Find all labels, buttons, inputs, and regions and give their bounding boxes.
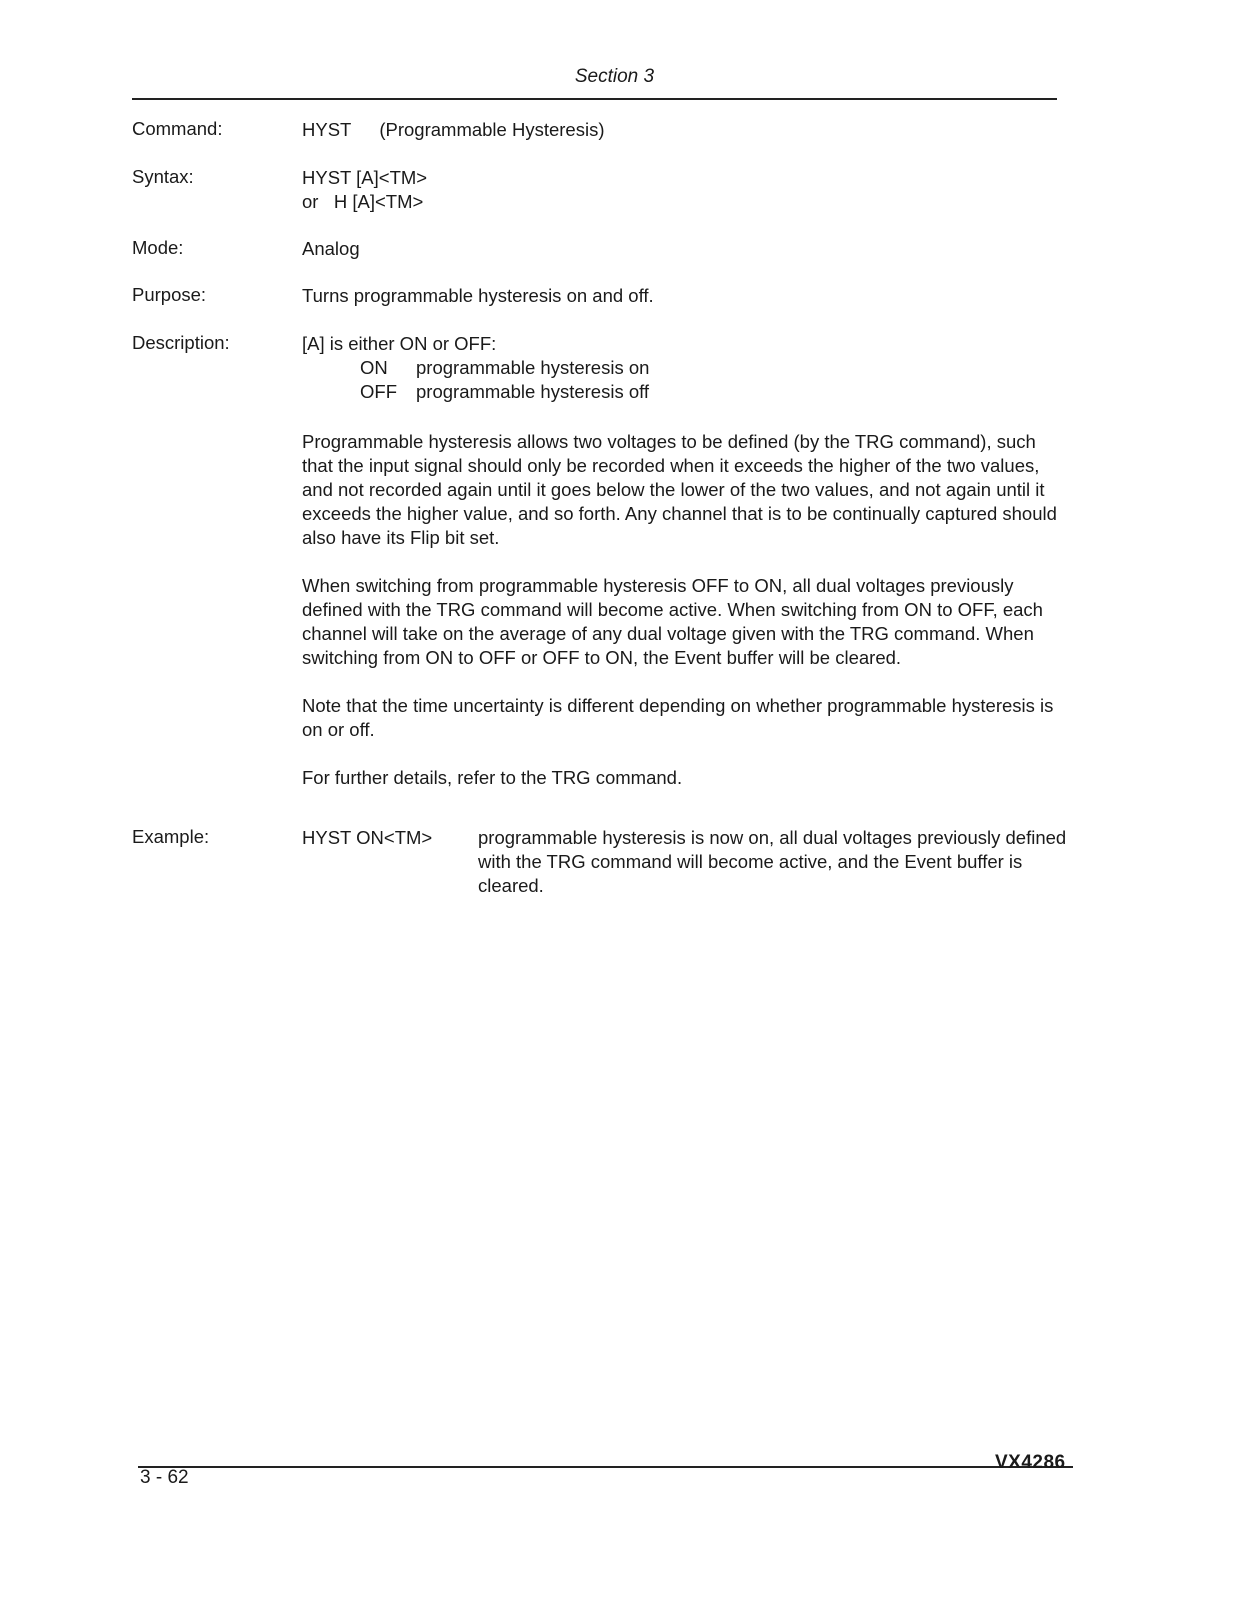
purpose-label: Purpose: [132,284,207,305]
description-paragraph: Programmable hysteresis allows two voltages to be defined (by the TRG command), such that the input signal should only be recorded when it exceeds the higher of the two values, and not recorded again until it goes below the lower of the two values, and not again until it exceeds the higher value, and so forth. Any channel that is to be continually captured should also have its Flip bit set. [302,431,1057,548]
option-key: OFF [360,381,397,402]
description-intro: [A] is either ON or OFF: [302,333,497,354]
option-row [302,380,1062,404]
command-name: HYST [302,119,352,140]
footer-rule [138,1452,1073,1468]
command-value [302,118,1072,142]
description-value [302,332,1062,790]
example-value [302,826,1072,906]
section-header [132,64,1057,100]
document-id: VX4286 [995,1452,1066,1473]
option-row [302,356,1062,380]
description-paragraph: When switching from programmable hysteresis OFF to ON, all dual voltages previously defined with the TRG command will become active. When switching from ON to OFF, each channel will take on the average of any dual voltage given with the TRG command. When switching from ON to OFF or OFF to ON, the Event buffer will be cleared. [302,575,1043,668]
description-paragraph: Note that the time uncertainty is different depending on whether programmable hysteresis is on or off. [302,695,1054,740]
section-title: Section 3 [574,66,655,87]
example-description: programmable hysteresis is now on, all dual voltages previously defined with the TRG command will become active, and the Event buffer is cleared. [478,827,1067,896]
syntax-line: HYST [A]<TM> [302,167,428,188]
description-label: Description: [132,332,230,353]
option-text: programmable hysteresis on [416,357,650,378]
example-label: Example: [132,826,210,847]
syntax-label: Syntax: [132,166,194,187]
option-key: ON [360,357,388,378]
syntax-line: or H [A]<TM> [302,191,424,212]
command-label: Command: [132,118,223,139]
purpose-value: Turns programmable hysteresis on and off. [302,285,654,306]
example-command: HYST ON<TM> [302,827,433,848]
mode-value: Analog [302,238,360,259]
syntax-value [302,166,1072,214]
command-title: (Programmable Hysteresis) [379,119,605,140]
mode-label: Mode: [132,237,184,258]
option-text: programmable hysteresis off [416,381,650,402]
description-paragraph: For further details, refer to the TRG command. [302,767,683,788]
page-number: 3 - 62 [140,1467,189,1488]
